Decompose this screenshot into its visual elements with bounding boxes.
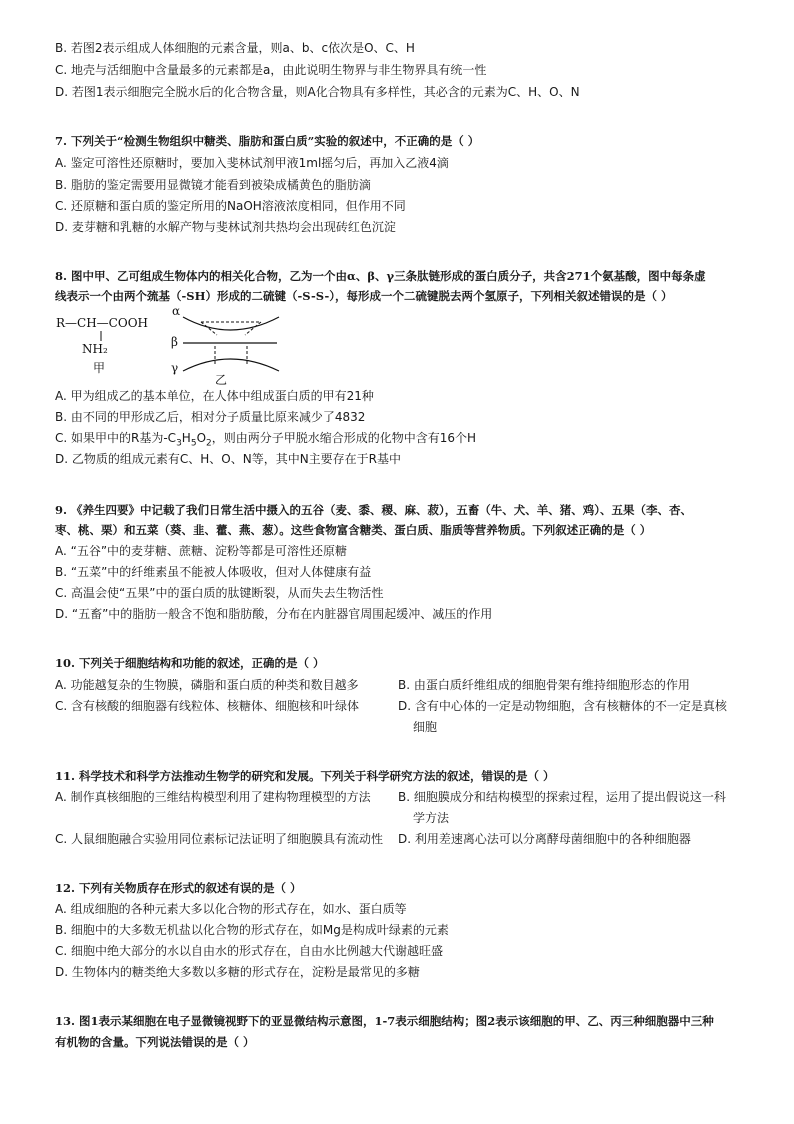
q8-option-b: B. 由不同的甲形成乙后，相对分子质量比原来减少了4832 [55,410,366,424]
q8-option-c-part: O [196,431,207,445]
q11-option-d: D. 利用差速离心法可以分离酵母菌细胞中的各种细胞器 [398,832,691,846]
question-11-stem: 11. 科学技术和科学方法推动生物学的研究和发展。下列关于科学研究方法的叙述，错误的是（ ） [55,769,555,783]
q10-option-b: B. 由蛋白质纤维组成的细胞骨架有维持细胞形态的作用 [398,678,690,692]
question-7-stem: 7. 下列关于“检测生物组织中糖类、脂肪和蛋白质”实验的叙述中，不正确的是（ ） [55,134,480,148]
q9-option-a: A. “五谷”中的麦芽糖、蔗糖、淀粉等都是可溶性还原糖 [55,544,348,558]
q11-option-b-cont: 学方法 [413,811,450,825]
q7-option-a: A. 鉴定可溶性还原糖时，要加入斐林试剂甲液1ml摇匀后，再加入乙液4滴 [55,156,449,170]
question-9-stem-line2: 枣、桃、栗）和五菜（葵、韭、藿、燕、葱）。这些食物富含糖类、蛋白质、脂质等营养物质。下列叙述正确的是（ ） [55,523,652,537]
q9-option-b: B. “五菜”中的纤维素虽不能被人体吸收，但对人体健康有益 [55,565,372,579]
question-13-stem-line2: 有机物的含量。下列说法错误的是（ ） [55,1035,255,1049]
q11-option-b: B. 细胞膜成分和结构模型的探索过程，运用了提出假说这一科 [398,790,726,804]
q10-option-d: D. 含有中心体的一定是动物细胞，含有核糖体的不一定是真核 [398,699,727,713]
q8-option-c-part: C. 如果甲中的R基为-C [55,431,177,445]
question-8-stem-line1: 8. 图中甲、乙可组成生物体内的相关化合物，乙为一个由α、β、γ三条肽链形成的蛋白质分子，共含271个氨基酸，图中每条虚 [55,269,706,283]
q8-option-c-part: H [181,431,191,445]
label-yi: 乙 [215,373,228,385]
subscript: 5 [190,438,197,449]
q11-option-a: A. 制作真核细胞的三维结构模型利用了建构物理模型的方法 [55,790,371,804]
amino-acid-protein-diagram [55,305,295,385]
option-c: C. 地壳与活细胞中含量最多的元素都是a，由此说明生物界与非生物界具有统一性 [55,63,487,77]
q9-option-c: C. 高温会使“五果”中的蛋白质的肽键断裂，从而失去生物活性 [55,586,384,600]
q11-option-c: C. 人鼠细胞融合实验用同位素标记法证明了细胞膜具有流动性 [55,832,384,846]
label-alpha: α [172,305,181,318]
q10-option-d-cont: 细胞 [413,720,438,734]
option-b: B. 若图2表示组成人体细胞的元素含量，则a、b、c依次是O、C、H [55,41,415,55]
q8-option-c [55,430,477,449]
question-9-stem-line1: 9. 《养生四要》中记载了我们日常生活中摄入的五谷（麦、黍、稷、麻、菽），五畜（牛、犬、羊、猪、鸡）、五果（李、杏、 [55,503,693,517]
q12-option-a: A. 组成细胞的各种元素大多以化合物的形式存在，如水、蛋白质等 [55,902,407,916]
q7-option-b: B. 脂肪的鉴定需要用显微镜才能看到被染成橘黄色的脂肪滴 [55,178,371,192]
question-10-stem: 10. 下列关于细胞结构和功能的叙述，正确的是（ ） [55,656,325,670]
q12-option-b: B. 细胞中的大多数无机盐以化合物的形式存在，如Mg是构成叶绿素的元素 [55,923,449,937]
q12-option-c: C. 细胞中绝大部分的水以自由水的形式存在，自由水比例越大代谢越旺盛 [55,944,444,958]
q8-option-d: D. 乙物质的组成元素有C、H、O、N等，其中N主要存在于R基中 [55,452,402,466]
question-12-stem: 12. 下列有关物质存在形式的叙述有误的是（ ） [55,881,302,895]
subscript: 3 [176,438,182,449]
alpha-chain [183,317,279,330]
q10-option-c: C. 含有核酸的细胞器有线粒体、核糖体、细胞核和叶绿体 [55,699,360,713]
q7-option-d: D. 麦芽糖和乳糖的水解产物与斐林试剂共热均会出现砖红色沉淀 [55,220,396,234]
question-13-stem-line1: 13. 图1表示某细胞在电子显微镜视野下的亚显微结构示意图，1-7表示细胞结构；图2表示该细胞的甲、乙、丙三种细胞器中三种 [55,1014,714,1028]
q7-option-c: C. 还原糖和蛋白质的鉴定所用的NaOH溶液浓度相同，但作用不同 [55,199,406,213]
q8-option-c-part: ，则由两分子甲脱水缩合形成的化物中含有16个H [211,431,477,445]
q10-option-a: A. 功能越复杂的生物膜，磷脂和蛋白质的种类和数目越多 [55,678,359,692]
question-8-stem-line2: 线表示一个由两个巯基（-SH）形成的二硫键（-S-S-），每形成一个二硫键脱去两个氢原子，下列相关叙述错误的是（ ） [55,289,673,303]
label-jia: 甲 [93,361,106,375]
q8-option-a: A. 甲为组成乙的基本单位，在人体中组成蛋白质的甲有21种 [55,389,374,403]
q12-option-d: D. 生物体内的糖类绝大多数以多糖的形式存在，淀粉是最常见的多糖 [55,965,420,979]
gamma-chain [183,359,279,371]
label-gamma: γ [171,361,179,375]
q9-option-d: D. “五畜”中的脂肪一般含不饱和脂肪酸，分布在内脏器官周围起缓冲、减压的作用 [55,607,493,621]
label-beta: β [171,335,178,349]
amino-acid-formula: R—CH—COOH [56,316,149,330]
amino-group: NH₂ [82,342,108,356]
subscript: 2 [206,438,212,449]
option-d: D. 若图1表示细胞完全脱水后的化合物含量，则A化合物具有多样性，其必含的元素为C、H、O、N [55,85,580,99]
